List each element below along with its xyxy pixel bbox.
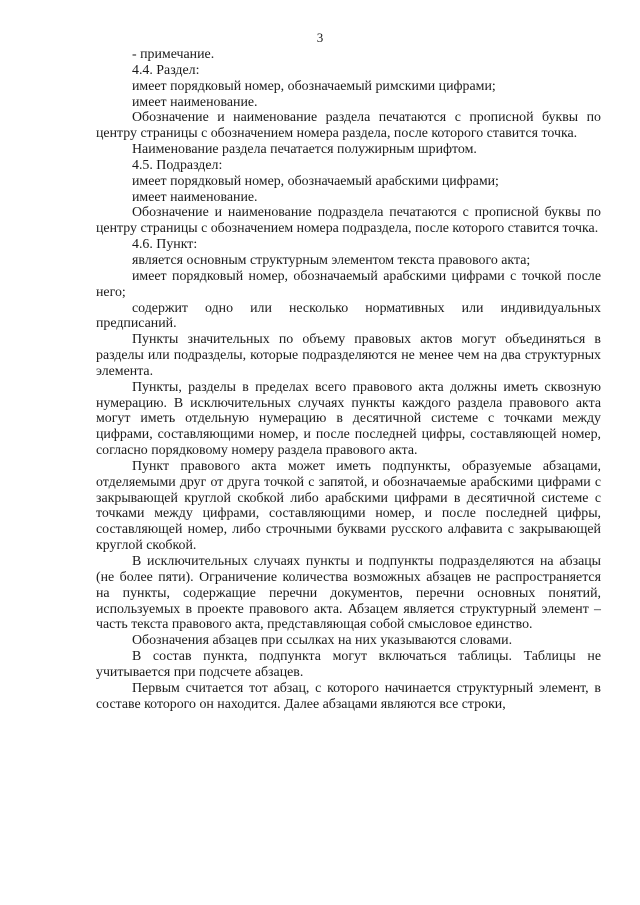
paragraph: имеет наименование. <box>132 189 258 205</box>
paragraph: имеет порядковый номер, обозначаемый арабскими цифрами с точкой после него; <box>96 268 601 300</box>
section-heading: 4.5. Подраздел: <box>132 157 223 173</box>
paragraph: В исключительных случаях пункты и подпункты подразделяются на абзацы (не более пяти). Ограничение количества возможных абзацев не распространяется на пункты, содержащие перечни документов, перечни основных понятий, используемых в проекте правового акта. Абзацем является структурный элемент – часть текста правового акта, представляющая собой смысловое единство. <box>96 554 601 633</box>
paragraph: Наименование раздела печатается полужирным шрифтом. <box>132 142 477 158</box>
paragraph: имеет порядковый номер, обозначаемый римскими цифрами; <box>132 78 496 94</box>
paragraph: имеет порядковый номер, обозначаемый арабскими цифрами; <box>132 173 499 189</box>
paragraph: Обозначение и наименование подраздела печатаются с прописной буквы по центру страницы с обозначением номера подраздела, после которого ставится точка. <box>96 205 601 237</box>
paragraph: В состав пункта, подпункта могут включаться таблицы. Таблицы не учитывается при подсчете абзацев. <box>96 649 601 680</box>
paragraph: Пункты, разделы в пределах всего правового акта должны иметь сквозную нумерацию. В исключительных случаях пункты каждого раздела правового акта могут иметь отдельную нумерацию в десятичной системе с точками между цифрами, составляющими номер, и после последней цифры, составляющей номер, согласно порядковому номеру раздела правового акта. <box>96 379 601 459</box>
paragraph: - примечание. <box>132 47 215 62</box>
paragraph: Обозначение и наименование раздела печатаются с прописной буквы по центру страницы с обозначением номера раздела, после которого ставится точка. <box>96 110 601 142</box>
document-body <box>96 47 601 712</box>
paragraph: имеет наименование. <box>132 94 258 110</box>
paragraph: Пункты значительных по объему правовых актов могут объединяться в разделы или подразделы, которые подразделяются не менее чем на два структурных элемента. <box>96 332 601 379</box>
page-number: 3 <box>316 30 324 45</box>
paragraph: является основным структурным элементом текста правового акта; <box>132 252 531 268</box>
section-heading: 4.4. Раздел: <box>132 62 200 78</box>
paragraph: Обозначения абзацев при ссылках на них указываются словами. <box>132 633 513 649</box>
paragraph: Пункт правового акта может иметь подпункты, образуемые абзацами, отделяемыми друг от друга точкой с запятой, и обозначаемые арабскими цифрами с закрывающей круглой скобкой либо арабскими цифрами в десятичной системе с точками между цифрами, составляющими номер, и после последней цифры, составляющей номер, либо строчными буквами русского алфавита с закрывающей круглой скобкой. <box>96 458 601 554</box>
section-heading: 4.6. Пункт: <box>132 237 198 253</box>
paragraph: Первым считается тот абзац, с которого начинается структурный элемент, в составе которого он находится. Далее абзацами являются все строки, <box>96 680 601 712</box>
paragraph: содержит одно или несколько нормативных или индивидуальных предписаний. <box>96 300 601 332</box>
